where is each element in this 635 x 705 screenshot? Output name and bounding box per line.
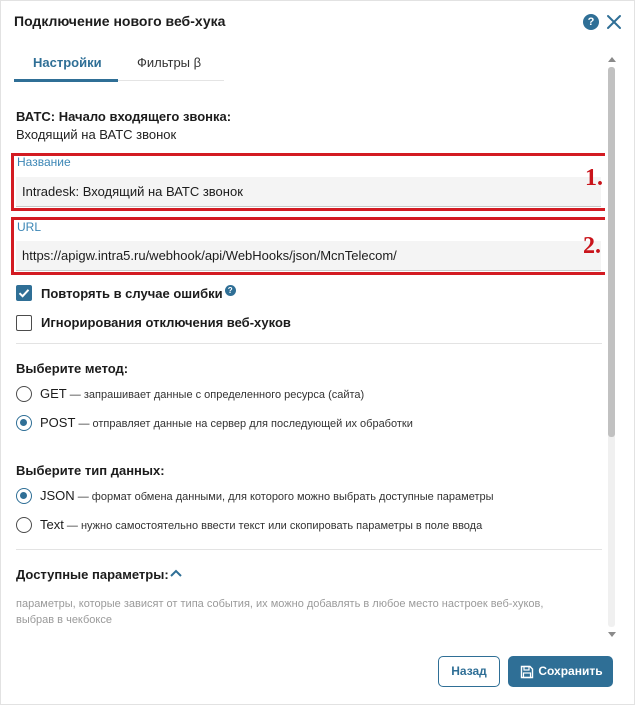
annotation-number-1: 1. bbox=[585, 165, 603, 191]
annotation-number-2: 2. bbox=[583, 233, 601, 259]
method-title: Выберите метод: bbox=[16, 361, 129, 376]
divider bbox=[16, 549, 602, 550]
get-radio[interactable] bbox=[16, 386, 32, 402]
scroll-down-arrow[interactable] bbox=[608, 632, 616, 637]
name-field-label: Название bbox=[17, 155, 71, 169]
json-option-desc: — формат обмена данными, для которого можно выбрать доступные параметры bbox=[74, 491, 494, 503]
text-option-name: Text bbox=[40, 517, 64, 532]
url-field-label: URL bbox=[17, 220, 42, 234]
event-title: ВАТС: Начало входящего звонка: bbox=[16, 109, 232, 124]
post-radio[interactable] bbox=[16, 415, 32, 431]
settings-panel bbox=[1, 93, 605, 638]
dialog-title: Подключение нового веб-хука bbox=[14, 13, 226, 29]
json-option-text bbox=[40, 488, 494, 503]
text-radio[interactable] bbox=[16, 517, 32, 533]
scrollbar[interactable] bbox=[606, 57, 617, 637]
get-option-text bbox=[40, 386, 364, 401]
save-button[interactable] bbox=[508, 656, 613, 687]
data-type-title: Выберите тип данных: bbox=[16, 463, 165, 478]
save-button-label: Сохранить bbox=[538, 664, 603, 678]
tab-bar bbox=[14, 45, 224, 81]
scrollbar-thumb[interactable] bbox=[608, 67, 615, 437]
event-value: Входящий на ВАТС звонок bbox=[16, 127, 177, 142]
url-field[interactable]: https://apigw.intra5.ru/webhook/api/WebHooks/json/McnTelecom/ bbox=[16, 241, 601, 271]
params-hint-line-2: выбрав в чекбоксе bbox=[16, 614, 112, 626]
name-field[interactable]: Intradesk: Входящий на ВАТС звонок bbox=[16, 177, 601, 207]
tab-settings[interactable]: Настройки bbox=[33, 55, 102, 70]
help-icon[interactable]: ? bbox=[583, 14, 599, 30]
retry-label-text: Повторять в случае ошибки bbox=[41, 286, 223, 301]
save-icon bbox=[520, 665, 534, 679]
check-icon bbox=[16, 285, 32, 301]
retry-label bbox=[41, 285, 236, 301]
ignore-label: Игнорирования отключения веб-хуков bbox=[41, 315, 291, 330]
annotation-box-2 bbox=[11, 217, 605, 275]
params-title: Доступные параметры: bbox=[16, 567, 169, 582]
ignore-checkbox[interactable] bbox=[16, 315, 32, 331]
divider bbox=[16, 343, 602, 344]
post-option-desc: — отправляет данные на сервер для последующей их обработки bbox=[75, 418, 413, 430]
text-option-desc: — нужно самостоятельно ввести текст или скопировать параметры в поле ввода bbox=[63, 520, 483, 532]
close-icon[interactable] bbox=[605, 13, 623, 31]
json-option-name: JSON bbox=[40, 488, 75, 503]
retry-help-icon[interactable]: ? bbox=[225, 285, 236, 296]
get-option-name: GET bbox=[40, 386, 67, 401]
back-button[interactable]: Назад bbox=[438, 656, 500, 687]
active-tab-indicator bbox=[14, 79, 118, 82]
params-hint-line-1: параметры, которые зависят от типа события, их можно добавлять в любое место настроек веб-хуков, bbox=[16, 598, 544, 610]
chevron-up-icon[interactable] bbox=[169, 568, 183, 578]
params-hint bbox=[16, 596, 576, 628]
get-option-desc: — запрашивает данные с определенного ресурса (сайта) bbox=[66, 389, 365, 401]
tab-filters[interactable]: Фильтры β bbox=[137, 55, 202, 70]
post-option-text bbox=[40, 415, 413, 430]
json-radio[interactable] bbox=[16, 488, 32, 504]
post-option-name: POST bbox=[40, 415, 76, 430]
scroll-up-arrow[interactable] bbox=[608, 57, 616, 62]
annotation-box-1 bbox=[11, 153, 605, 211]
text-option-text bbox=[40, 517, 482, 532]
retry-checkbox[interactable] bbox=[16, 285, 32, 301]
